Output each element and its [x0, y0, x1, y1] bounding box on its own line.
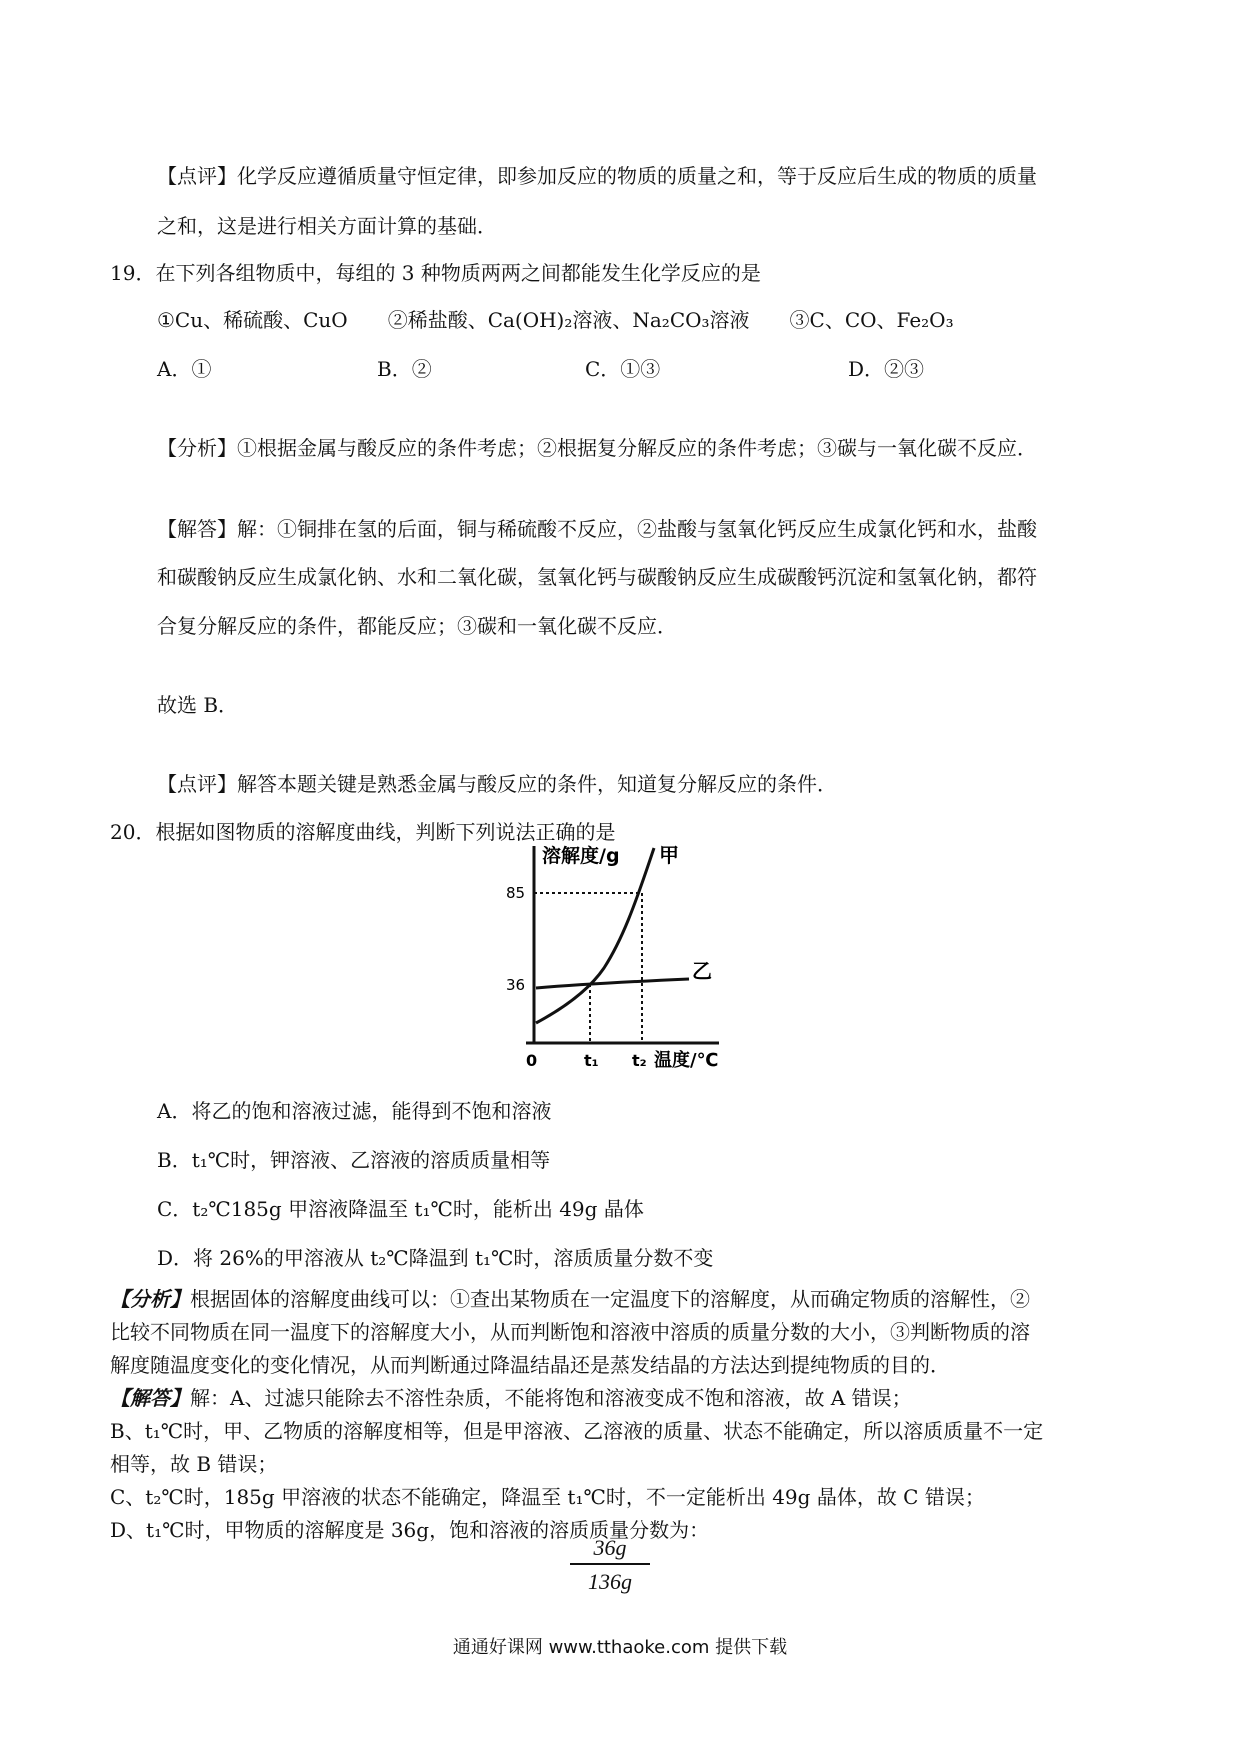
line-text: 之和，这是进行相关方面计算的基础． — [157, 214, 497, 238]
section-label: 【解答】 — [110, 1386, 190, 1410]
text-line — [110, 1351, 950, 1379]
series-jia-label: 甲 — [659, 843, 679, 867]
text-line — [110, 1318, 1030, 1346]
line-text: 【解答】解：①铜排在氢的后面，铜与稀硫酸不反应，②盐酸与氢氧化钙反应生成氯化钙和水，盐酸 — [157, 517, 1037, 541]
line-text: D．将 26%的甲溶液从 t₂℃降温到 t₁℃时，溶质质量分数不变 — [157, 1246, 714, 1270]
line-text: A．① — [157, 357, 212, 381]
text-line — [377, 355, 432, 383]
text-line — [157, 612, 677, 640]
text-line — [157, 306, 954, 334]
text-line — [110, 1417, 1043, 1445]
section-label: 【分析】 — [110, 1287, 190, 1311]
text-line — [157, 1195, 644, 1223]
line-text: D、t₁℃时，甲物质的溶解度是 36g，饱和溶液的溶质质量分数为： — [110, 1518, 710, 1542]
text-line — [157, 770, 837, 798]
line-text: 根据固体的溶解度曲线可以：①查出某物质在一定温度下的溶解度，从而确定物质的溶解性，② — [190, 1287, 1030, 1311]
line-text: C．t₂℃185g 甲溶液降温至 t₁℃时，能析出 49g 晶体 — [157, 1197, 644, 1221]
text-line — [157, 1146, 550, 1174]
line-text: B、t₁℃时，甲、乙物质的溶解度相等，但是甲溶液、乙溶液的质量、状态不能确定，所以溶质质量不一定 — [110, 1419, 1044, 1443]
text-line — [157, 355, 211, 383]
text-line — [157, 1244, 713, 1272]
line-text: B．② — [377, 357, 432, 381]
text-line — [157, 515, 1037, 543]
text-line — [110, 259, 761, 287]
text-line — [110, 1285, 1030, 1313]
line-text: C、t₂℃时，185g 甲溶液的状态不能确定，降温至 t₁℃时，不一定能析出 49g 晶体，故 C 错误； — [110, 1485, 985, 1509]
line-text: C．①③ — [585, 357, 661, 381]
line-text: A．将乙的饱和溶液过滤，能得到不饱和溶液 — [157, 1099, 552, 1123]
line-text: B．t₁℃时，钾溶液、乙溶液的溶质质量相等 — [157, 1148, 551, 1172]
solubility-chart — [504, 838, 726, 1073]
text-line — [110, 1483, 985, 1511]
fraction-denominator: 136g — [588, 1569, 632, 1594]
text-line — [585, 355, 660, 383]
text-line — [157, 691, 238, 719]
fraction-bar — [570, 1563, 650, 1565]
series-yi-curve — [536, 979, 689, 988]
line-text: 【分析】①根据金属与酸反应的条件考虑；②根据复分解反应的条件考虑；③碳与一氧化碳不反应． — [157, 436, 1037, 460]
line-text: 20．根据如图物质的溶解度曲线，判断下列说法正确的是 — [110, 820, 616, 844]
x-axis-label: 温度/℃ — [654, 1050, 719, 1071]
x-tick-0: 0 — [526, 1051, 538, 1070]
line-text: 相等，故 B 错误； — [110, 1452, 278, 1476]
line-text: 【点评】解答本题关键是熟悉金属与酸反应的条件，知道复分解反应的条件． — [157, 772, 837, 796]
fraction — [570, 1535, 650, 1595]
line-text: 解：A、过滤只能除去不溶性杂质，不能将饱和溶液变成不饱和溶液，故 A 错误； — [190, 1386, 912, 1410]
line-text: 故选 B． — [157, 693, 239, 717]
line-text: 和碳酸钠反应生成氯化钠、水和二氧化碳，氢氧化钙与碳酸钠反应生成碳酸钙沉淀和氢氧化钠，都符 — [157, 565, 1037, 589]
fraction-numerator: 36g — [593, 1535, 627, 1560]
y-axis-label: 溶解度/g — [542, 845, 620, 867]
line-text: 【点评】化学反应遵循质量守恒定律，即参加反应的物质的质量之和，等于反应后生成的物质的质量 — [157, 164, 1037, 188]
text-line — [848, 355, 924, 383]
page-footer: 通通好课网 www.tthaoke.com 提供下载 — [452, 1637, 788, 1658]
y-tick-36: 36 — [506, 976, 526, 994]
line-text: 19．在下列各组物质中，每组的 3 种物质两两之间都能发生化学反应的是 — [110, 261, 761, 285]
text-line — [157, 162, 1037, 190]
line-text: D．②③ — [848, 357, 925, 381]
line-text: 解度随温度变化的变化情况，从而判断通过降温结晶还是蒸发结晶的方法达到提纯物质的目的． — [110, 1353, 950, 1377]
y-tick-85: 85 — [506, 884, 526, 902]
line-text: 合复分解反应的条件，都能反应；③碳和一氧化碳不反应． — [157, 614, 677, 638]
text-line — [110, 1384, 912, 1412]
x-tick-t1: t₁ — [584, 1051, 599, 1070]
text-line — [157, 1097, 551, 1125]
text-line — [110, 1450, 277, 1478]
series-jia-curve — [536, 848, 654, 1023]
series-yi-label: 乙 — [692, 959, 712, 983]
line-text: ①Cu、稀硫酸、CuO ②稀盐酸、Ca(OH)₂溶液、Na₂CO₃溶液 ③C、CO、Fe₂O₃ — [157, 308, 954, 332]
x-tick-t2: t₂ — [632, 1051, 647, 1070]
text-line — [157, 563, 1037, 591]
text-line — [157, 212, 497, 240]
line-text: 比较不同物质在同一温度下的溶解度大小，从而判断饱和溶液中溶质的质量分数的大小，③判断物质的溶 — [110, 1320, 1030, 1344]
text-line — [157, 434, 1037, 462]
